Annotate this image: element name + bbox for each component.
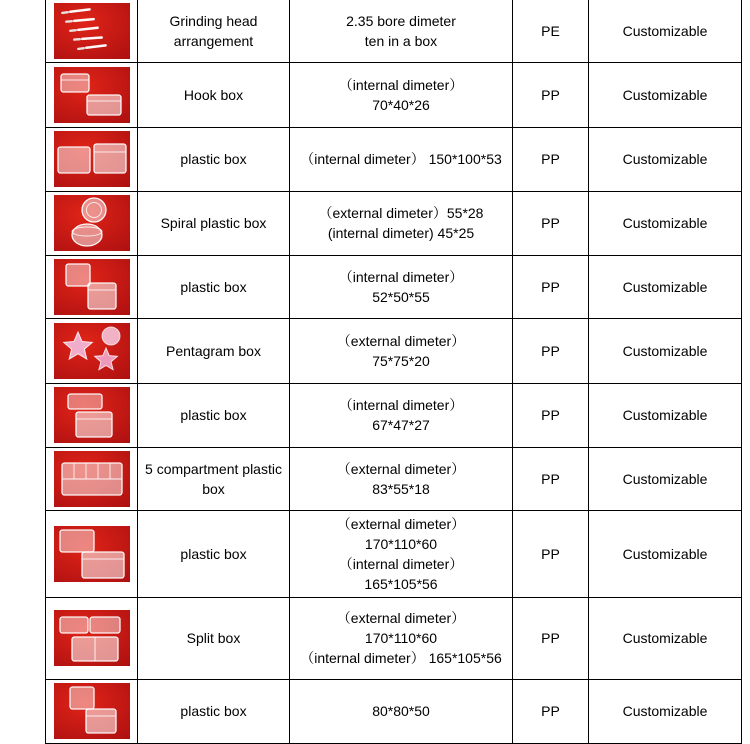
product-name: Hook box [183, 86, 244, 103]
product-photo-cell [46, 597, 138, 679]
product-row [46, 62, 742, 127]
product-row [46, 383, 742, 447]
dimension-line: （external dimeter） [336, 515, 466, 532]
product-name-cell [138, 383, 290, 447]
hook-box-photo [48, 67, 135, 123]
product-photo-cell [46, 318, 138, 383]
dimension-line: 52*50*55 [372, 288, 430, 305]
product-name-cell [138, 447, 290, 510]
product-material-cell: PP [513, 191, 589, 255]
dimension-line: （internal dimeter） 150*100*53 [300, 151, 502, 167]
rect-boxes-photo [48, 526, 135, 582]
dimension-line: （internal dimeter） [338, 76, 464, 93]
product-customizable-cell: Customizable [589, 447, 742, 510]
round-boxes-photo [48, 195, 135, 251]
product-dimensions-cell [290, 383, 513, 447]
product-customizable-cell: Customizable [589, 383, 742, 447]
product-name: plastic box [180, 703, 247, 719]
product-photo-cell [46, 383, 138, 447]
dimension-line: 75*75*20 [372, 352, 430, 369]
product-name-cell [138, 679, 290, 743]
product-dimensions-cell [290, 0, 513, 62]
product-name: Grinding head arrangement [169, 12, 258, 49]
dimension-line: 170*110*60 [364, 535, 438, 552]
dimension-line: （internal dimeter） 165*105*56 [300, 650, 502, 666]
product-photo-cell [46, 679, 138, 743]
dimension-line: （internal dimeter） [338, 268, 464, 285]
product-row [46, 597, 742, 679]
product-name-cell [138, 255, 290, 318]
product-photo-cell [46, 191, 138, 255]
product-customizable-cell: Customizable [589, 679, 742, 743]
product-customizable-cell: Customizable [589, 0, 742, 62]
product-row [46, 318, 742, 383]
product-material-cell: PP [513, 597, 589, 679]
product-customizable-cell: Customizable [589, 318, 742, 383]
product-name: plastic box [180, 545, 247, 562]
product-name-cell [138, 62, 290, 127]
dimension-line: （internal dimeter） [338, 397, 464, 413]
product-name-cell [138, 127, 290, 191]
product-customizable-cell: Customizable [589, 191, 742, 255]
product-row [46, 191, 742, 255]
product-photo-cell [46, 127, 138, 191]
product-spec-table [45, 0, 742, 744]
dimension-line: 83*55*18 [372, 480, 430, 497]
dimension-line: （external dimeter）55*28 [318, 205, 484, 221]
small-cubes-photo [48, 683, 135, 739]
product-name: plastic box [180, 407, 247, 423]
product-row [46, 0, 742, 62]
product-customizable-cell: Customizable [589, 597, 742, 679]
dimension-line: 2.35 bore dimeter [346, 12, 456, 29]
product-photo-cell [46, 255, 138, 318]
product-dimensions-cell [290, 679, 513, 743]
product-photo-cell [46, 0, 138, 62]
product-name: plastic box [180, 278, 247, 295]
product-material-cell: PP [513, 383, 589, 447]
product-name-cell [138, 0, 290, 62]
dimension-line: ten in a box [364, 32, 438, 49]
product-name: plastic box [180, 151, 247, 167]
dimension-line: 70*40*26 [372, 96, 430, 113]
product-name-cell [138, 191, 290, 255]
product-photo-cell [46, 447, 138, 510]
product-photo-cell [46, 510, 138, 597]
product-customizable-cell: Customizable [589, 255, 742, 318]
product-row [46, 510, 742, 597]
product-row [46, 679, 742, 743]
product-dimensions-cell [290, 318, 513, 383]
product-name: Split box [186, 630, 241, 646]
dimension-line: 67*47*27 [372, 417, 430, 433]
product-dimensions-cell [290, 447, 513, 510]
product-material-cell: PP [513, 510, 589, 597]
product-material-cell: PP [513, 447, 589, 510]
dimension-line: （external dimeter） [336, 332, 466, 349]
split-box-photo [48, 610, 135, 666]
product-row [46, 447, 742, 510]
product-material-cell: PP [513, 127, 589, 191]
product-name: Spiral plastic box [160, 215, 267, 231]
product-name-cell [138, 597, 290, 679]
compartment-box-photo [48, 451, 135, 507]
product-dimensions-cell [290, 127, 513, 191]
product-dimensions-cell [290, 510, 513, 597]
dimension-line: (internal dimeter) 45*25 [327, 225, 475, 241]
product-customizable-cell: Customizable [589, 62, 742, 127]
product-row [46, 127, 742, 191]
product-row [46, 255, 742, 318]
dimension-line: （external dimeter） [336, 460, 466, 477]
dimension-line: （internal dimeter） [338, 555, 464, 572]
dimension-line: 170*110*60 [364, 630, 438, 646]
product-name-cell [138, 318, 290, 383]
product-dimensions-cell [290, 191, 513, 255]
grinding-pins-photo [48, 3, 135, 59]
product-customizable-cell: Customizable [589, 127, 742, 191]
pentagram-stars-photo [48, 323, 135, 379]
product-photo-cell [46, 62, 138, 127]
open-lid-box-photo [48, 387, 135, 443]
product-material-cell: PP [513, 679, 589, 743]
product-customizable-cell: Customizable [589, 510, 742, 597]
double-plastic-box-photo [48, 131, 135, 187]
product-material-cell: PE [513, 0, 589, 62]
dimension-line: （external dimeter） [336, 610, 466, 626]
dimension-line: 165*105*56 [364, 575, 438, 592]
product-dimensions-cell [290, 62, 513, 127]
two-cubes-photo [48, 259, 135, 315]
product-name: 5 compartment plastic box [145, 460, 282, 497]
dimension-line: 80*80*50 [372, 703, 430, 719]
product-material-cell: PP [513, 62, 589, 127]
product-name-cell [138, 510, 290, 597]
product-dimensions-cell [290, 597, 513, 679]
product-material-cell: PP [513, 318, 589, 383]
product-dimensions-cell [290, 255, 513, 318]
product-material-cell: PP [513, 255, 589, 318]
product-name: Pentagram box [166, 342, 261, 359]
